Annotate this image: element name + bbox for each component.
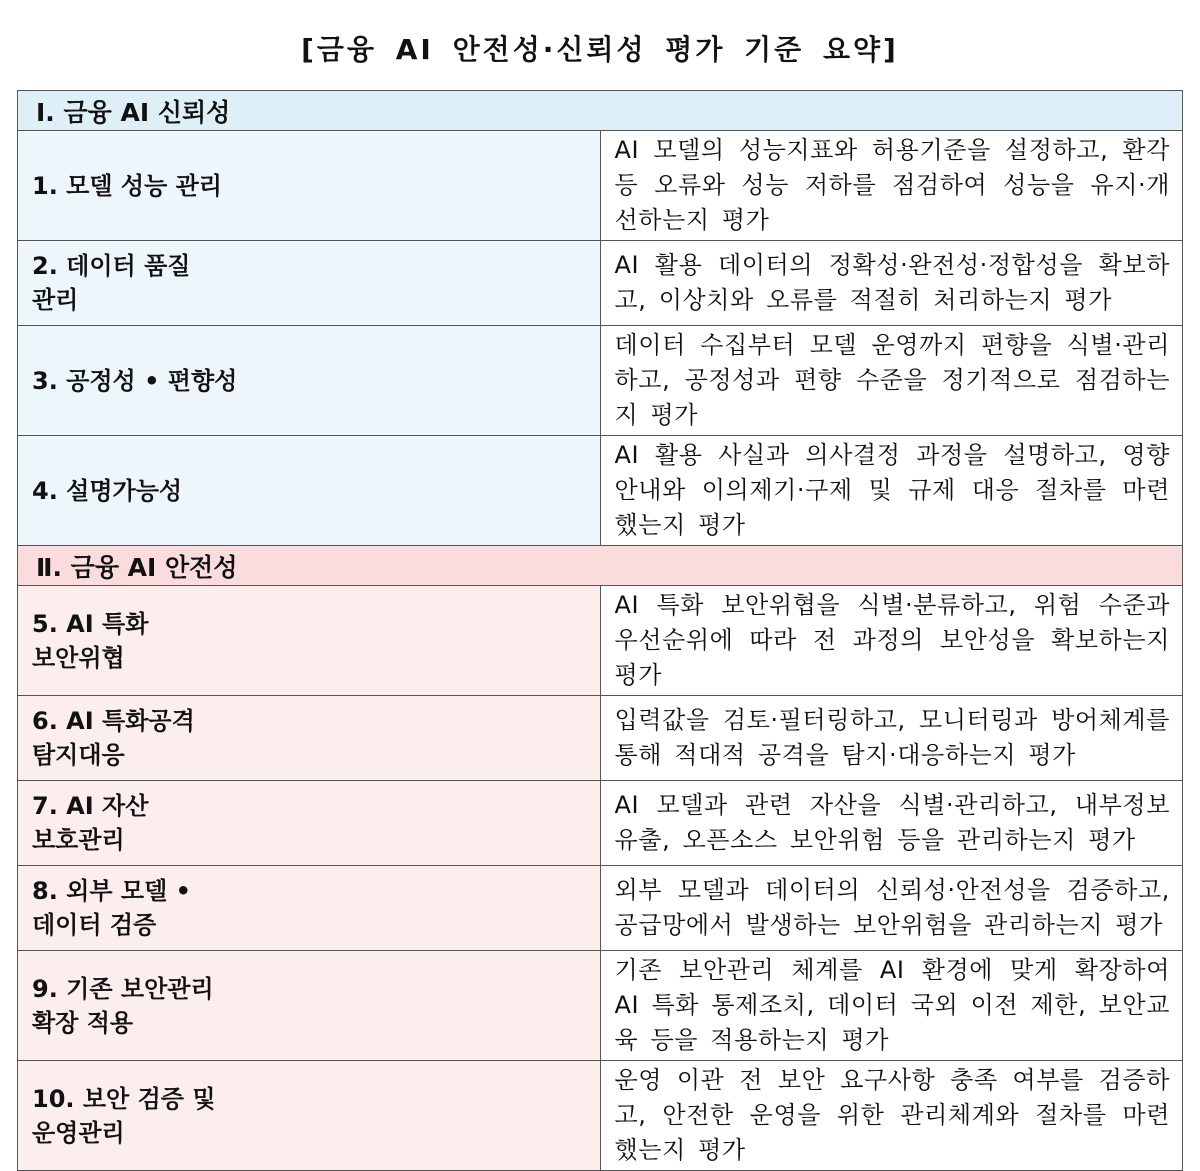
section-header-safety	[18, 546, 1183, 586]
section-heading: Ⅰ. 금융 AI 신뢰성	[18, 91, 1183, 131]
table-row	[18, 866, 1183, 951]
table-row	[18, 241, 1183, 326]
criterion-description: AI 활용 데이터의 정확성·완전성·정합성을 확보하고, 이상치와 오류를 적절히 처리하는지 평가	[600, 241, 1183, 326]
criterion-name: 4. 설명가능성	[18, 436, 601, 546]
criterion-name: 9. 기존 보안관리 확장 적용	[18, 951, 601, 1061]
table-row	[18, 1061, 1183, 1171]
criterion-description: 데이터 수집부터 모델 운영까지 편향을 식별·관리하고, 공정성과 편향 수준을 정기적으로 점검하는지 평가	[600, 326, 1183, 436]
section-header-reliability	[18, 91, 1183, 131]
criterion-description: 외부 모델과 데이터의 신뢰성·안전성을 검증하고, 공급망에서 발생하는 보안위험을 관리하는지 평가	[600, 866, 1183, 951]
criterion-name: 3. 공정성 • 편향성	[18, 326, 601, 436]
criterion-description: AI 모델의 성능지표와 허용기준을 설정하고, 환각 등 오류와 성능 저하를 점검하여 성능을 유지·개선하는지 평가	[600, 131, 1183, 241]
criterion-name: 5. AI 특화 보안위협	[18, 586, 601, 696]
criterion-name: 8. 외부 모델 • 데이터 검증	[18, 866, 601, 951]
document-title: [금융 AI 안전성·신뢰성 평가 기준 요약]	[301, 33, 899, 66]
criterion-description: 입력값을 검토·필터링하고, 모니터링과 방어체계를 통해 적대적 공격을 탐지·대응하는지 평가	[600, 696, 1183, 781]
criterion-name: 10. 보안 검증 및 운영관리	[18, 1061, 601, 1171]
criterion-description: 기존 보안관리 체계를 AI 환경에 맞게 확장하여 AI 특화 통제조치, 데이터 국외 이전 제한, 보안교육 등을 적용하는지 평가	[600, 951, 1183, 1061]
criterion-name: 7. AI 자산 보호관리	[18, 781, 601, 866]
criterion-name: 2. 데이터 품질 관리	[18, 241, 601, 326]
table-row	[18, 951, 1183, 1061]
criteria-summary-table	[17, 90, 1183, 1171]
criterion-description: AI 활용 사실과 의사결정 과정을 설명하고, 영향 안내와 이의제기·구제 및 규제 대응 절차를 마련했는지 평가	[600, 436, 1183, 546]
criterion-name: 1. 모델 성능 관리	[18, 131, 601, 241]
criterion-name: 6. AI 특화공격 탐지대응	[18, 696, 601, 781]
table-row	[18, 586, 1183, 696]
table-row	[18, 696, 1183, 781]
table-row	[18, 131, 1183, 241]
criterion-description: AI 특화 보안위협을 식별·분류하고, 위험 수준과 우선순위에 따라 전 과정의 보안성을 확보하는지 평가	[600, 586, 1183, 696]
criterion-description: AI 모델과 관련 자산을 식별·관리하고, 내부정보 유출, 오픈소스 보안위험 등을 관리하는지 평가	[600, 781, 1183, 866]
table-row	[18, 326, 1183, 436]
table-row	[18, 781, 1183, 866]
criterion-description: 운영 이관 전 보안 요구사항 충족 여부를 검증하고, 안전한 운영을 위한 관리체계와 절차를 마련했는지 평가	[600, 1061, 1183, 1171]
table-row	[18, 436, 1183, 546]
section-heading: Ⅱ. 금융 AI 안전성	[18, 546, 1183, 586]
